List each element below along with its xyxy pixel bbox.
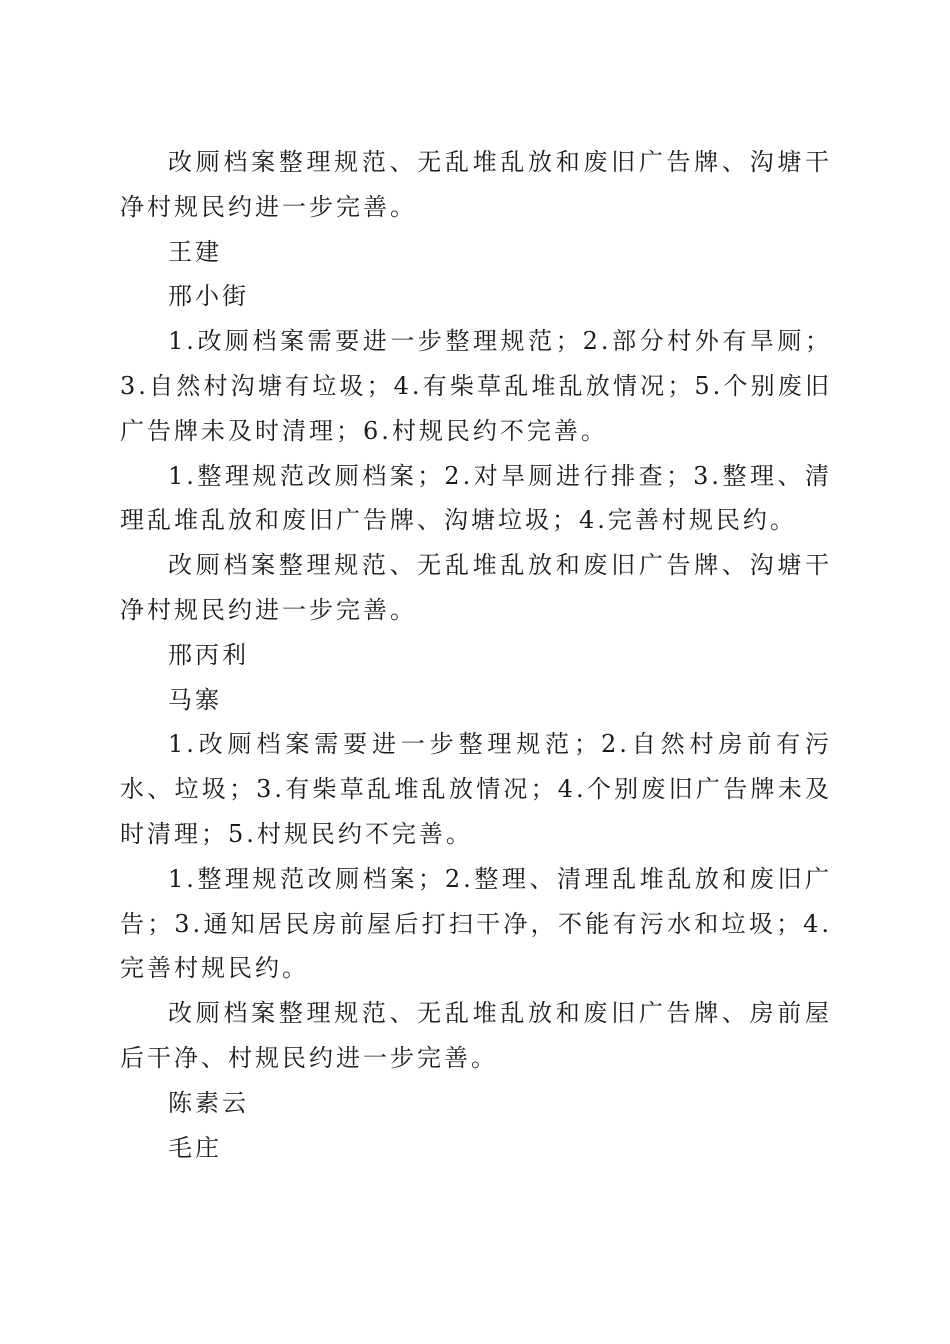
paragraph-problems-3: 1.改厕档案需要进一步整理规范；2.自然村房前有污水、垃圾；3.有柴草乱堆乱放情况；4.个别废旧广告牌未及时清理；5.村规民约不完善。 (120, 730, 832, 848)
paragraph-result-2: 改厕档案整理规范、无乱堆乱放和废旧广告牌、沟塘干净村规民约进一步完善。 (120, 551, 832, 624)
paragraph-result-3: 改厕档案整理规范、无乱堆乱放和废旧广告牌、房前屋后干净、村规民约进一步完善。 (120, 999, 832, 1072)
paragraph-measures-3: 1.整理规范改厕档案；2.整理、清理乱堆乱放和废旧广告；3.通知居民房前屋后打扫干净，不能有污水和垃圾；4.完善村规民约。 (120, 864, 832, 983)
paragraph-measures-2: 1.整理规范改厕档案；2.对旱厕进行排查；3.整理、清理乱堆乱放和废旧广告牌、沟塘垃圾；4.完善村规民约。 (120, 461, 832, 535)
paragraph-problems-2: 1.改厕档案需要进一步整理规范；2.部分村外有旱厕；3.自然村沟塘有垃圾；4.有柴草乱堆乱放情况；5.个别废旧广告牌未及时清理；6.村规民约不完善。 (120, 327, 832, 445)
paragraph-village-mazhai: 马寨 (168, 685, 222, 714)
paragraph-name-wang-jian: 王建 (168, 237, 222, 266)
paragraph-name-xing-bingli: 邢丙利 (168, 640, 249, 669)
paragraph-village-xingxiaojie: 邢小街 (168, 282, 249, 311)
document-page (120, 140, 832, 1170)
paragraph-name-chen-suyun: 陈素云 (168, 1088, 249, 1117)
paragraph-result-1: 改厕档案整理规范、无乱堆乱放和废旧广告牌、沟塘干净村规民约进一步完善。 (120, 148, 832, 221)
paragraph-village-maozhuang: 毛庄 (168, 1133, 222, 1162)
